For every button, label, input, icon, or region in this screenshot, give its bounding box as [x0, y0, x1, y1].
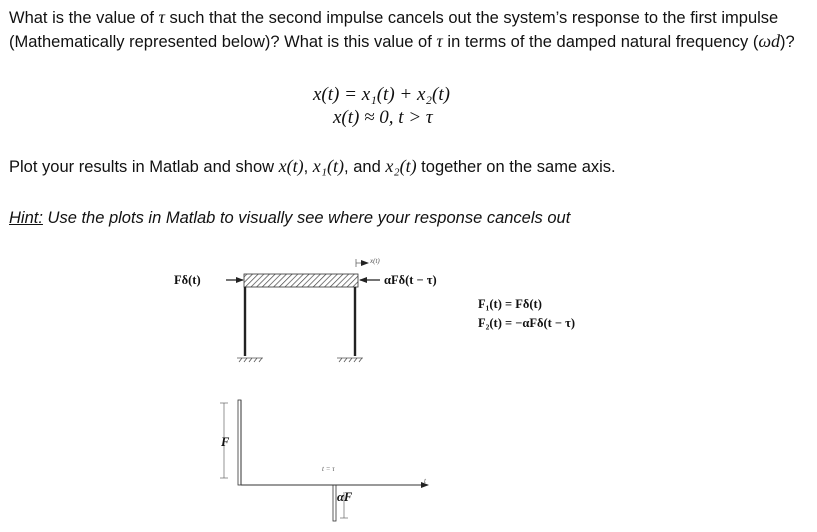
t-tau-label: t = τ: [322, 465, 335, 473]
time-axis-label: t: [424, 477, 426, 485]
force-left-label: Fδ(t): [174, 273, 201, 287]
hint-text: Hint: Use the plots in Matlab to visually see where your response cancels out: [9, 209, 571, 227]
force-2-equation: F₂(t) = −αFδ(t − τ): [478, 316, 576, 330]
plot-instruction: Plot your results in Matlab and show x(t), x₁(t), and x₂(t) together on the same axis.: [9, 156, 616, 176]
equation-superposition: x(t) = x₁(t) + x₂(t): [313, 84, 450, 105]
impulse-plot: [220, 400, 428, 521]
ground-supports: [237, 358, 363, 362]
force-1-equation: F₁(t) = Fδ(t): [478, 297, 542, 311]
displacement-label: x(t): [370, 257, 380, 265]
pulse-magnitude-label: F: [221, 435, 230, 449]
question-text: What is the value of τ such that the second impulse cancels out the system’s response to the first impulse (Mathematically represented below)? What is this value of τ in terms of the damped natural frequency (ωd)?: [9, 7, 795, 51]
tau-symbol: τ: [436, 30, 443, 51]
equation-cancellation: x(t) ≈ 0, t > τ: [333, 107, 433, 128]
tau-symbol: τ: [158, 7, 165, 27]
hint-label: Hint:: [9, 209, 43, 227]
frame-structure: [244, 274, 358, 356]
force-right-label: αFδ(t − τ): [384, 273, 437, 287]
omega-d-symbol: ωd: [758, 30, 781, 51]
negative-pulse-label: αF: [337, 490, 353, 504]
